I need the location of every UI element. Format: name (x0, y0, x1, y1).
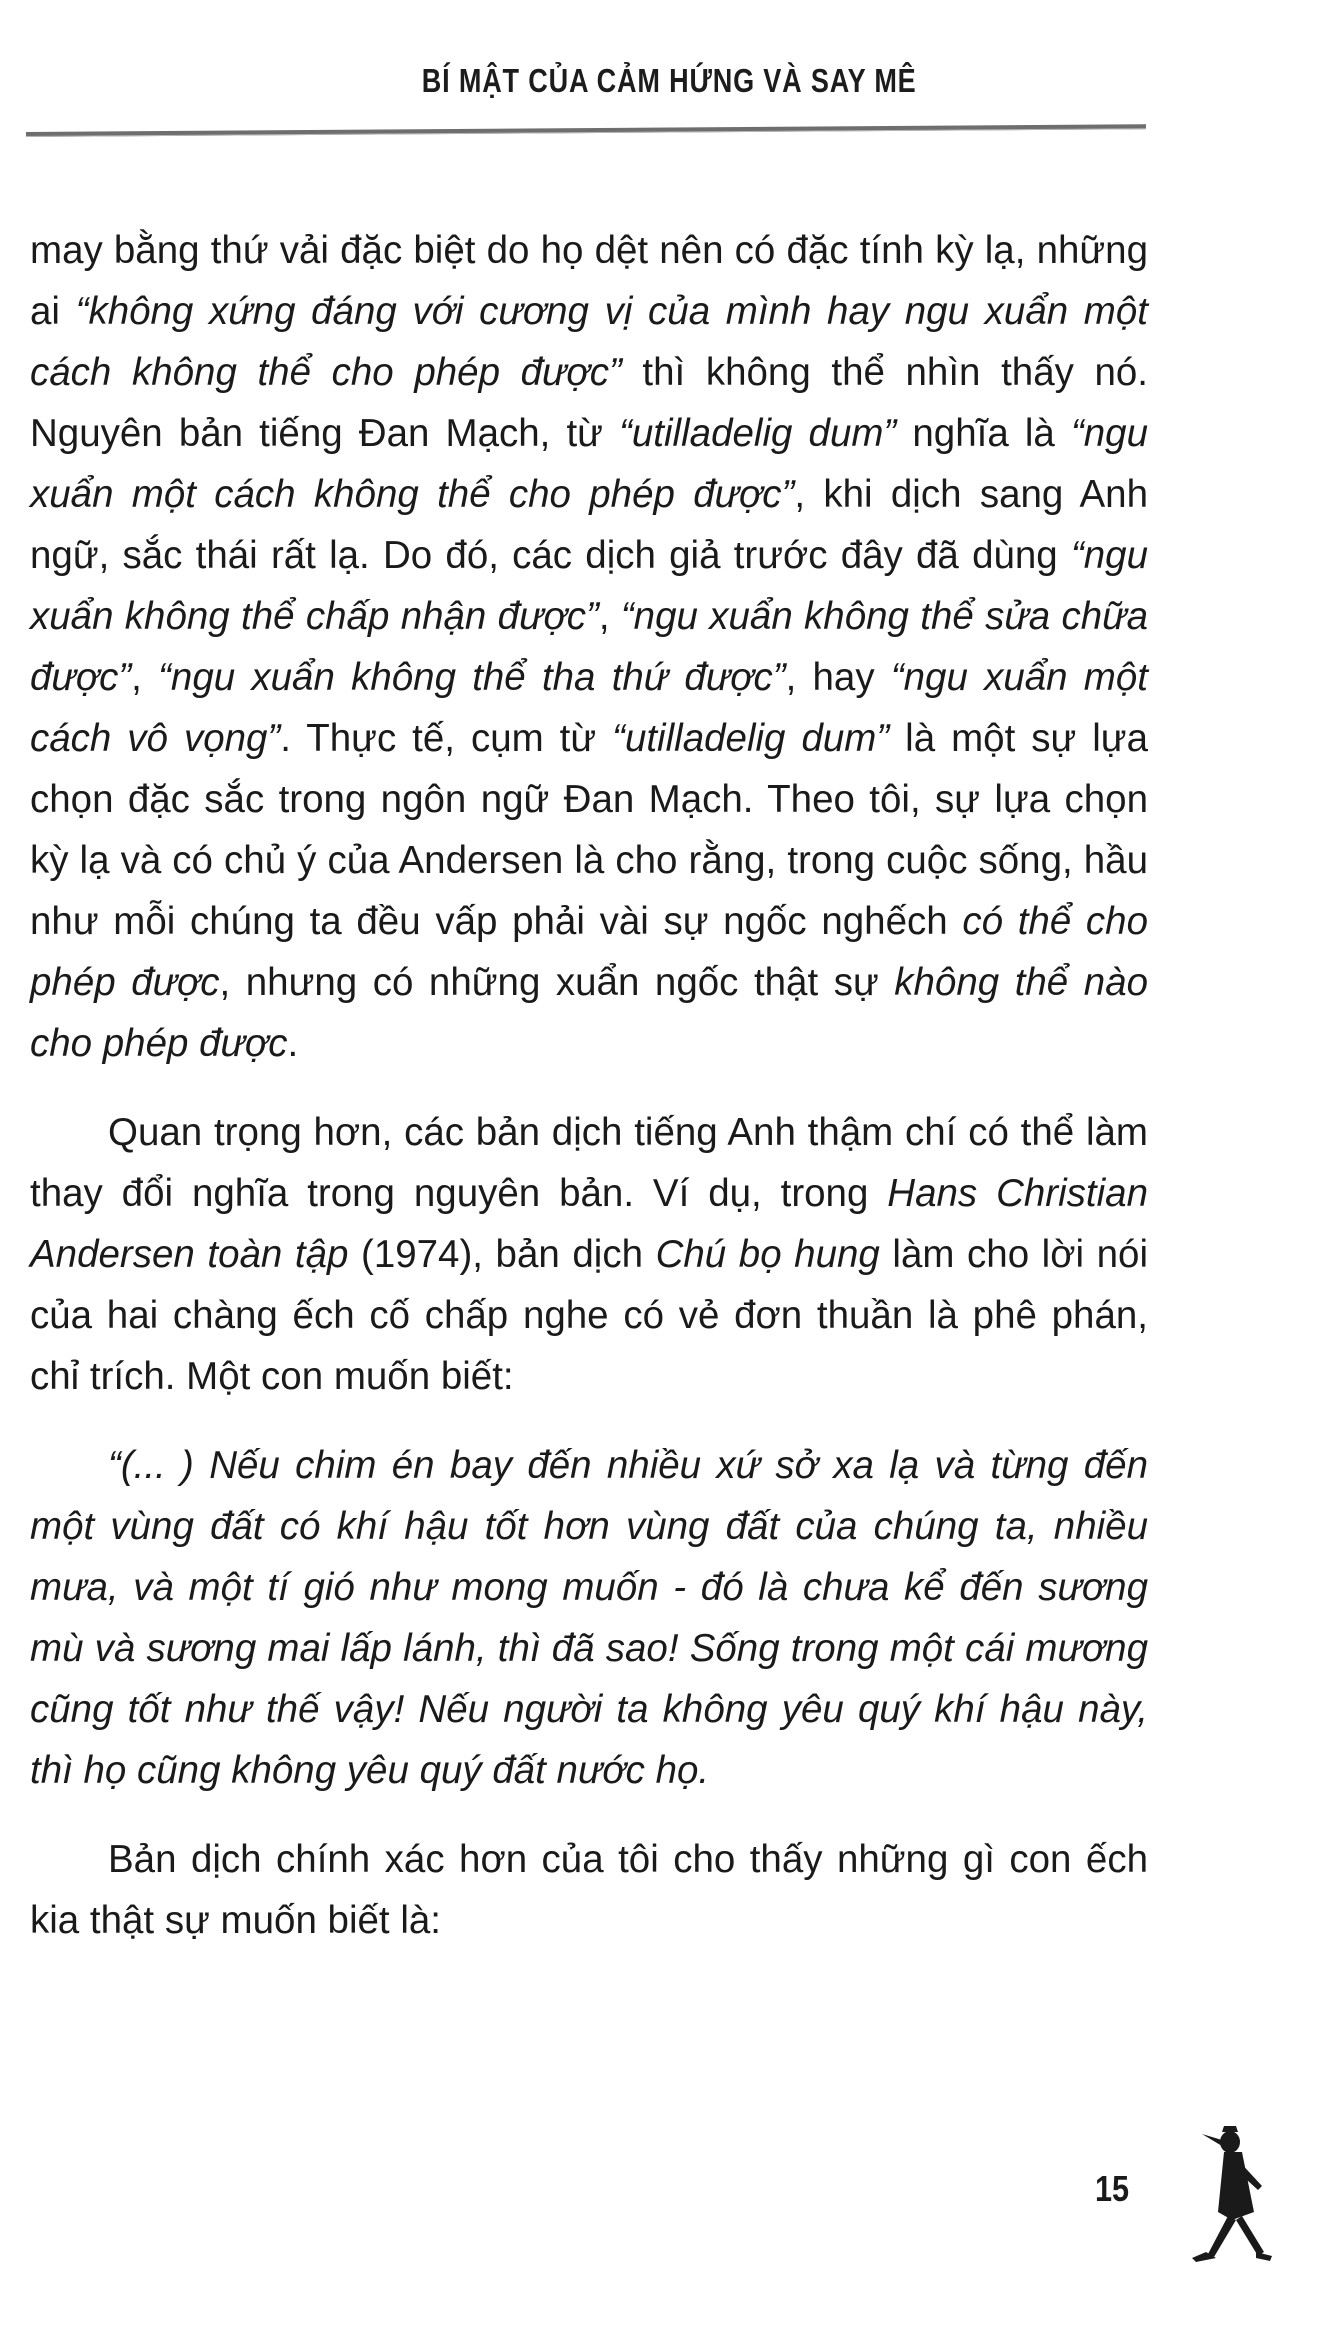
paragraph-2 (30, 1102, 1148, 1407)
walking-man-figure-icon (1172, 2120, 1282, 2270)
text-run: , (131, 656, 159, 699)
text-run: (1974), bản dịch (348, 1233, 656, 1276)
text-run: . (287, 1022, 299, 1065)
italic-run: Hans Christian Andersen toàn tập (30, 1172, 1148, 1276)
running-header: BÍ MẬT CỦA CẢM HỨNG VÀ SAY MÊ (421, 62, 917, 99)
text-run: , nhưng có những xuẩn ngốc thật sự (219, 961, 895, 1004)
text-run: là một sự lựa chọn đặc sắc trong ngôn ngữ Đan Mạch. Theo tôi, sự lựa chọn kỳ lạ và có chủ ý của Andersen là cho rằng, trong cuộc sống, hầu như mỗi chúng ta đều vấp phải vài sự ngốc nghếch (30, 717, 1148, 943)
italic-run: “không xứng đáng với cương vị của mình hay ngu xuẩn một cách không thể cho phép được” (30, 290, 1148, 394)
italic-run: có thể cho phép được (30, 900, 1148, 1004)
text-run: , hay (785, 656, 891, 699)
text-run: thì không thể nhìn thấy nó. Nguyên bản tiếng Đan Mạch, từ (30, 351, 1149, 455)
text-run: , (598, 595, 621, 638)
italic-run: “utilladelig dum” (619, 412, 897, 455)
text-run: may bằng thứ vải đặc biệt do họ dệt nên có đặc tính kỳ lạ, những ai (30, 229, 1148, 333)
italic-run: không thể nào cho phép được (30, 961, 1148, 1065)
body-text (30, 220, 1148, 1951)
paragraph-3: Bản dịch chính xác hơn của tôi cho thấy những gì con ếch kia thật sự muốn biết là: (30, 1838, 1148, 1942)
italic-run: “ngu xuẩn một cách không thể cho phép được” (30, 412, 1148, 516)
text-run: , khi dịch sang Anh ngữ, sắc thái rất lạ. Do đó, các dịch giả trước đây đã dùng (30, 473, 1148, 577)
text-run: . Thực tế, cụm từ (280, 717, 613, 760)
italic-run: “ngu xuẩn một cách vô vọng” (30, 656, 1148, 760)
quote-paragraph: “(... ) Nếu chim én bay đến nhiều xứ sở xa lạ và từng đến một vùng đất có khí hậu tốt hơn vùng đất của chúng ta, nhiều mưa, và một tí gió như mong muốn - đó là chưa kể đến sương mù và sương mai lấp lánh, thì đã sao! Sống trong một cái mương cũng tốt như thế vậy! Nếu người ta không yêu quý khí hậu này, thì họ cũng không yêu quý đất nước họ. (30, 1444, 1148, 1792)
header-rule (26, 124, 1146, 137)
text-run: làm cho lời nói của hai chàng ếch cố chấp nghe có vẻ đơn thuần là phê phán, chỉ trích. Một con muốn biết: (30, 1233, 1148, 1398)
italic-run: Chú bọ hung (655, 1233, 880, 1276)
text-run: Quan trọng hơn, các bản dịch tiếng Anh thậm chí có thể làm thay đổi nghĩa trong nguyên bản. Ví dụ, trong (30, 1111, 1148, 1215)
page-number: 15 (1095, 2168, 1130, 2209)
paragraph-1 (30, 220, 1148, 1074)
italic-run: “ngu xuẩn không thể tha thứ được” (158, 656, 786, 699)
italic-run: “ngu xuẩn không thể sửa chữa được” (30, 595, 1148, 699)
text-run: nghĩa là (896, 412, 1071, 455)
italic-run: “utilladelig dum” (612, 717, 890, 760)
italic-run: “ngu xuẩn không thể chấp nhận được” (30, 534, 1148, 638)
